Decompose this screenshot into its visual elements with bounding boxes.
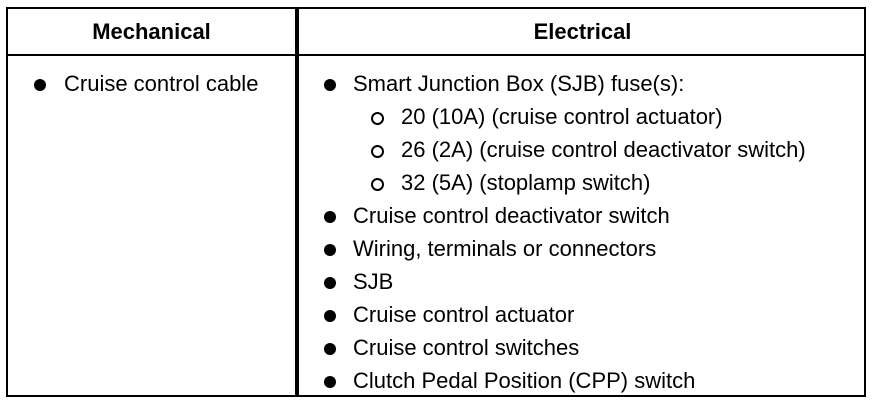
list-item-electrical: Cruise control actuator — [353, 302, 575, 327]
list-item-mechanical: Cruise control cable — [64, 71, 259, 96]
list-item-electrical: SJB — [353, 269, 394, 294]
column-divider-inner — [297, 9, 299, 395]
bullet-icon — [324, 277, 336, 289]
list-item-electrical: Cruise control switches — [353, 335, 580, 360]
list-item-electrical: Wiring, terminals or connectors — [353, 236, 657, 261]
sub-bullet-icon — [371, 112, 384, 125]
sub-bullet-icon — [371, 145, 384, 158]
list-subitem-fuse: 26 (2A) (cruise control deactivator switch) — [401, 137, 806, 162]
list-item-electrical: Smart Junction Box (SJB) fuse(s): — [353, 71, 685, 96]
list-subitem-fuse: 20 (10A) (cruise control actuator) — [401, 104, 723, 129]
inspection-table — [6, 7, 866, 397]
bullet-icon — [324, 343, 336, 355]
bullet-icon — [324, 310, 336, 322]
bullet-icon — [34, 79, 46, 91]
bullet-icon — [324, 244, 336, 256]
table-header-row — [8, 9, 864, 56]
header-mechanical: Mechanical — [92, 19, 211, 44]
bullet-icon — [324, 211, 336, 223]
sub-bullet-icon — [371, 178, 384, 191]
list-subitem-fuse: 32 (5A) (stoplamp switch) — [401, 170, 651, 195]
bullet-icon — [324, 376, 336, 388]
bullet-icon — [324, 79, 336, 91]
list-item-electrical: Clutch Pedal Position (CPP) switch — [353, 368, 696, 393]
list-item-electrical: Cruise control deactivator switch — [353, 203, 670, 228]
header-electrical: Electrical — [533, 19, 632, 44]
